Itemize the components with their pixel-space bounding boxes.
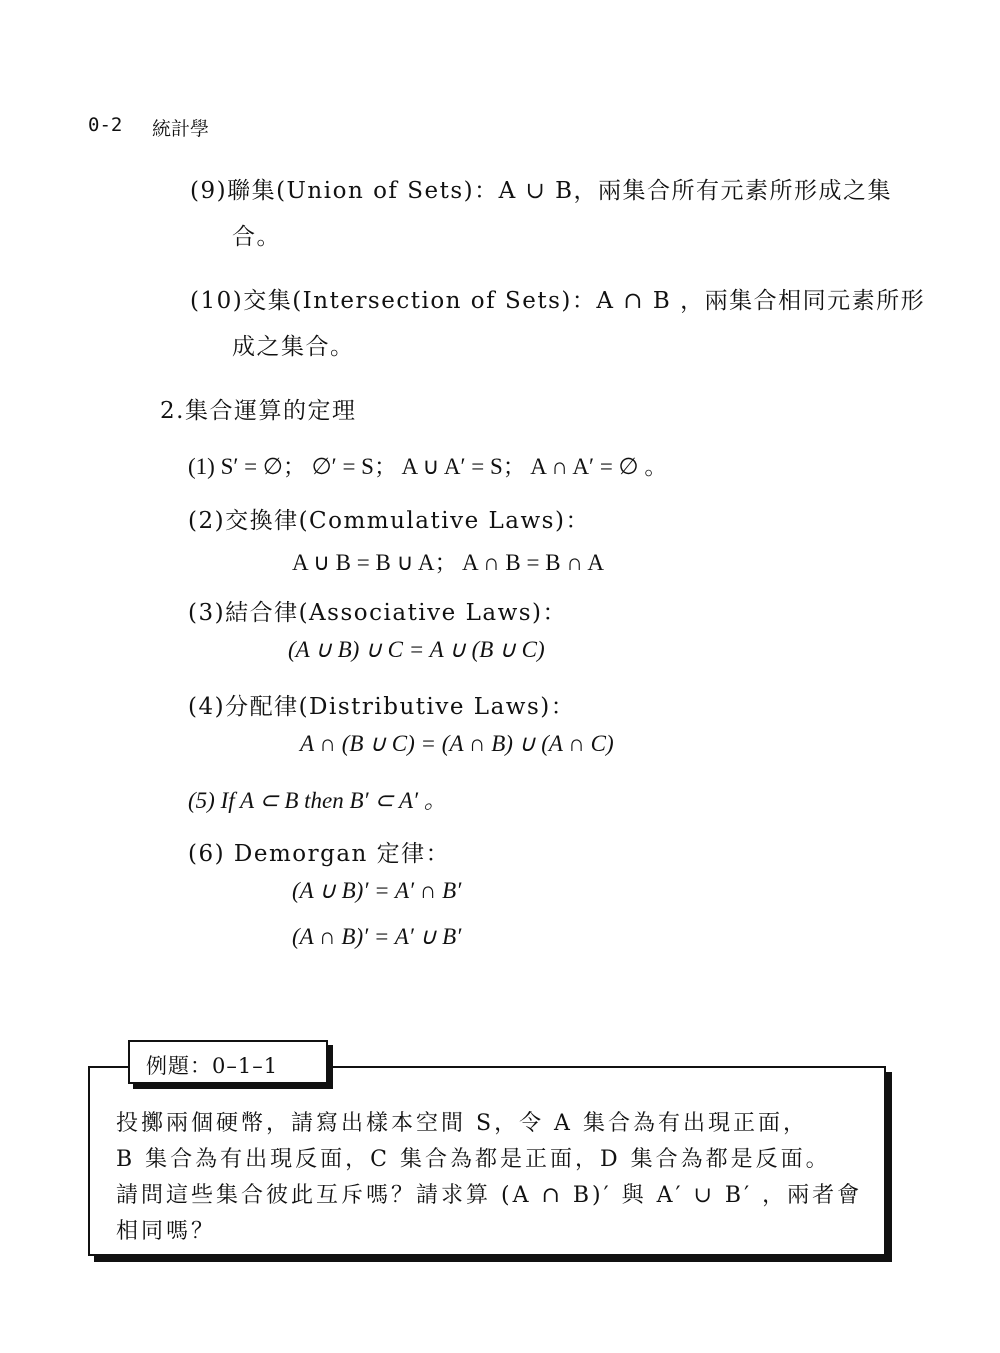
page-number: 0-2: [88, 114, 123, 136]
commutative-formula: A ∪ B = B ∪ A； A ∩ B = B ∩ A: [292, 550, 605, 575]
example-line-2: B 集合為有出現反面，C 集合為都是正面，D 集合為都是反面。: [116, 1147, 831, 1172]
book-title: 統計學: [152, 118, 210, 140]
example-line-4: 相同嗎？: [116, 1219, 217, 1244]
intersection-definition-line2: 成之集合。: [232, 334, 355, 360]
associative-label: (3)結合律(Associative Laws)：: [188, 600, 568, 626]
intersection-definition-line1: (10)交集(Intersection of Sets)：A ∩ B ，兩集合相同元素所形: [190, 288, 926, 314]
example-tag-label: 例題：0–1–1: [146, 1054, 279, 1078]
section-heading: 2.集合運算的定理: [160, 398, 357, 424]
distributive-label: (4)分配律(Distributive Laws)：: [188, 694, 576, 720]
distributive-formula: A ∩ (B ∪ C) = (A ∩ B) ∪ (A ∩ C): [300, 731, 614, 756]
demorgan-formula-2: (A ∩ B)′ = A′ ∪ B′: [292, 924, 462, 949]
commutative-label: (2)交換律(Commulative Laws)：: [188, 508, 590, 534]
union-definition-line2: 合。: [232, 224, 281, 250]
example-line-1: 投擲兩個硬幣，請寫出樣本空間 S，令 A 集合為有出現正面，: [116, 1111, 808, 1136]
theorem-complement: (1) S′ = ∅； ∅′ = S； A ∪ A′ = S； A ∩ A′ = ∅ 。: [188, 454, 668, 479]
union-definition-line1: (9)聯集(Union of Sets)：A ∪ B，兩集合所有元素所形成之集: [190, 178, 893, 204]
example-tag: [128, 1040, 328, 1084]
associative-formula: (A ∪ B) ∪ C = A ∪ (B ∪ C): [288, 637, 545, 662]
demorgan-label: (6) Demorgan 定律：: [188, 841, 451, 867]
subset-theorem: (5) If A ⊂ B then B′ ⊂ A′ 。: [188, 788, 447, 813]
example-line-3: 請問這些集合彼此互斥嗎？請求算 (A ∩ B)′ 與 A′ ∪ B′ ，兩者會: [116, 1183, 863, 1208]
demorgan-formula-1: (A ∪ B)′ = A′ ∩ B′: [292, 878, 462, 903]
